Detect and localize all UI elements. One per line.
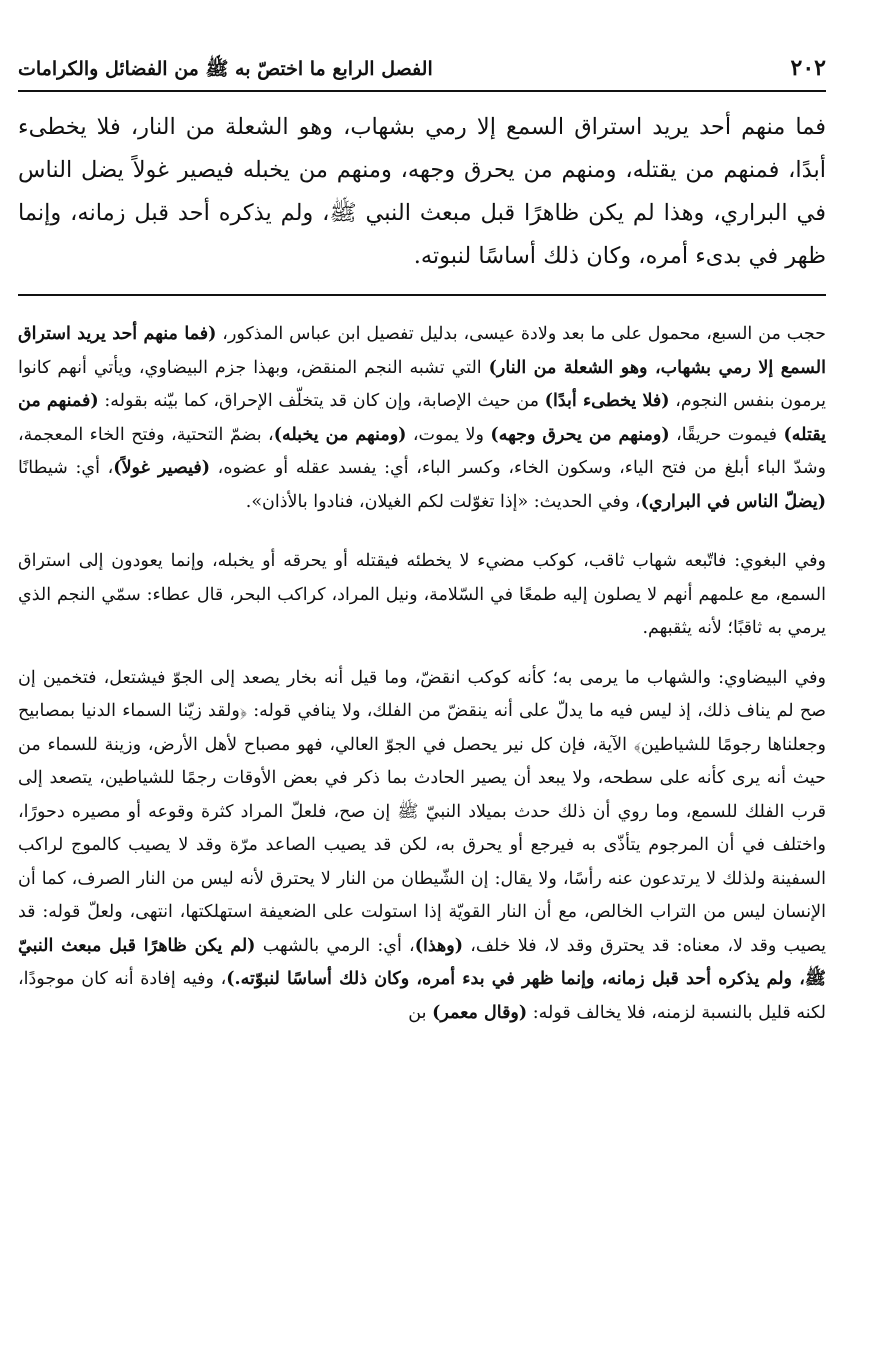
commentary-text: ، أي: شيطانًا bbox=[18, 458, 114, 478]
page-number: ٢٠٢ bbox=[790, 55, 826, 81]
commentary-paragraph-3 bbox=[18, 662, 826, 1031]
quoted-phrase: (يضلّ الناس في البراري) bbox=[640, 491, 826, 512]
commentary-text: من حيث الإصابة، وإن كان قد يتخلّف الإحراق، كما بيّنه بقوله: bbox=[98, 391, 545, 411]
commentary-text: الآية، فإن كل نير يحصل في الجوّ العالي، فهو مصباح لأهل الأرض، وزينة للسماء من حيث أنه يرى كأنه على سطحه، ولا يبعد أن يصير الحادث بما ذكر في بعض الأوقات رجمًا للشياطين، يتصعد إلى قرب الفلك للسمع، وما روي أن ذلك حدث بميلاد النبيّ ﷺ إن صح، فلعلّ المراد كثرة وقوعه أو مصيره دحورًا، واختلف في أن المرجوم يتأذّى به فيرجع أو يحرق به، لكن قد يصيب الصاعد مرّة وقد لا يصيب كالموج لراكب السفينة ولذلك لا يرتدعون عنه رأسًا، ولا يقال: إن الشّيطان من النار لا يحترق لأنه ليس من النار الصرف، كما أن الإنسان ليس من التراب الخالص، مع أن النار القويّة إذا استولت على الضعيفة استهلكتها، انتهى، ولعلّ قوله: قد يصيب وقد لا، معناه: قد يحترق وقد لا، فلا خلف، bbox=[18, 734, 827, 956]
main-text: فما منهم أحد يريد استراق السمع إلا رمي بشهاب، وهو الشعلة من النار، فلا يخطىء أبدًا، فمنهم من يقتله، ومنهم من يحرق وجهه، ومنهم من يخبله فيصير غولاً يضل الناس في البراري، وهذا لم يكن ظاهرًا قبل مبعث النبي ﷺ، ولم يذكره أحد قبل زمانه، وإنما ظهر في بدىء أمره، وكان ذلك أساسًا لنبوته. bbox=[18, 114, 826, 269]
quoted-phrase: (وهذا) bbox=[414, 935, 464, 956]
commentary-text: ، وفيه إفادة أنه كان موجودًا، لكنه قليل بالنسبة لزمنه، فلا يخالف قوله: bbox=[18, 969, 826, 1023]
commentary-text: بن bbox=[408, 1002, 433, 1023]
quran-verse: ﴿ولقد زيّنا السماء الدنيا بمصابيح وجعلناها رجومًا للشياطين﴾ bbox=[18, 701, 826, 755]
commentary-text: فيموت حريقًا، bbox=[669, 424, 784, 445]
commentary-text: ولا يموت، bbox=[406, 424, 491, 445]
quoted-phrase: (فلا يخطىء أبدًا) bbox=[544, 391, 670, 411]
commentary-text: حجب من السبع، محمول على ما بعد ولادة عيسى، بدليل تفصيل ابن عباس المذكور، bbox=[216, 324, 826, 344]
commentary-paragraph-1 bbox=[18, 318, 826, 519]
commentary-paragraph-2: وفي البغوي: فاتّبعه شهاب ثاقب، كوكب مضيء لا يخطئه فيقتله أو يحرقه أو يخبله، وإنما يعودون إلى استراق السمع، مع علمهم أنهم لا يصلون إليه طمعًا في السّلامة، ونيل المراد، كراكب البحر، قال عطاء: سمّي النجم الذي يرمي به ثاقبًا؛ لأنه يثقبهم. bbox=[18, 551, 826, 638]
quoted-phrase: (ومنهم من يحرق وجهه) bbox=[490, 424, 670, 445]
quoted-phrase: (ومنهم من يخبله) bbox=[273, 424, 407, 445]
commentary-text: ، بضمّ التحتية، وفتح الخاء المعجمة، وشدّ الباء أبلغ من فتح الياء، وسكون الخاء، وكسر الباء، أي: يفسد عقله أو عضوه، bbox=[18, 424, 826, 478]
quoted-phrase: (فما منهم أحد يريد استراق السمع إلا رمي بشهاب، وهو الشعلة من النار) bbox=[18, 324, 826, 378]
chapter-title: الفصل الرابع ما اختصّ به ﷺ من الفضائل والكرامات bbox=[18, 58, 433, 80]
commentary-text: ، وفي الحديث: «إذا تغوّلت لكم الغيلان، فنادوا بالأذان». bbox=[245, 491, 641, 512]
quoted-phrase: (لم يكن ظاهرًا قبل مبعث النبيّ ﷺ، ولم يذكره أحد قبل زمانه، وإنما ظهر في بدء أمره، وكان ذلك أساسًا لنبوّته.) bbox=[18, 935, 827, 989]
header-rule bbox=[18, 90, 826, 92]
running-header bbox=[18, 50, 826, 86]
commentary-text: ، أي: الرمي بالشهب bbox=[255, 935, 415, 956]
separator-rule bbox=[18, 294, 826, 296]
commentary-text: وفي البيضاوي: والشهاب ما يرمى به؛ كأنه كوكب انقضّ، وما قيل أنه بخار يصعد إلى الجوّ فيشتعل، فتخمين إن صح لم يناف ذلك، إذ ليس فيه ما يدلّ على أنه ينقضّ من الفلك، ولا ينافي قوله: bbox=[18, 667, 826, 721]
book-page bbox=[18, 50, 826, 1030]
quoted-phrase: (فيصير غولاً) bbox=[113, 458, 210, 478]
commentary-text: التي تشبه النجم المنقض، وبهذا جزم البيضاوي، ويأتي أنهم كانوا يرمون بنفس النجوم، bbox=[18, 357, 827, 411]
quoted-phrase: (وقال معمر) bbox=[432, 1002, 528, 1023]
quoted-phrase: (فمنهم من يقتله) bbox=[18, 391, 826, 445]
